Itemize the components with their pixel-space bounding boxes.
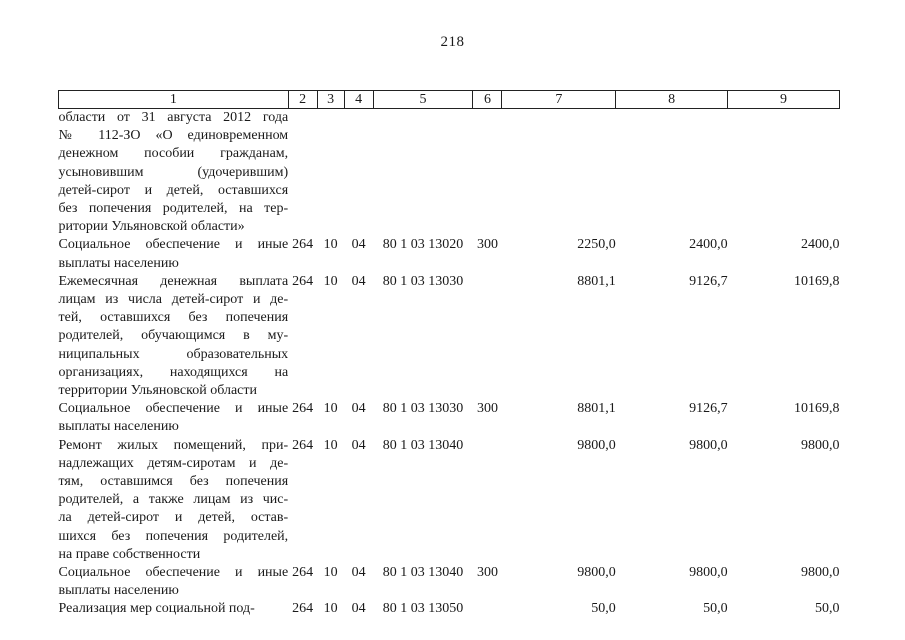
section-code bbox=[317, 109, 344, 237]
section-code: 10 bbox=[323, 237, 338, 253]
section-code: 10 bbox=[323, 601, 338, 617]
subsection-code: 04 bbox=[351, 565, 366, 581]
amount-year-1: 9800,0 bbox=[577, 437, 616, 453]
expense-type-code: 300 bbox=[476, 237, 498, 253]
table-row bbox=[59, 400, 840, 436]
subsection-code: 04 bbox=[351, 273, 366, 289]
table-row bbox=[59, 437, 840, 564]
description-line: ниципальных образовательных bbox=[58, 346, 289, 362]
subsection-code: 04 bbox=[351, 437, 366, 453]
amount-year-1: 50,0 bbox=[591, 601, 616, 617]
ministry-code: 264 bbox=[292, 437, 314, 453]
amount-year-2: 9126,7 bbox=[689, 273, 728, 289]
description-line: выплаты населению bbox=[58, 419, 179, 435]
target-article-code: 80 1 03 13040 bbox=[382, 437, 464, 453]
header-col-9: 9 bbox=[728, 91, 840, 109]
amount-year-3 bbox=[728, 109, 840, 237]
header-col-4: 4 bbox=[344, 91, 373, 109]
target-article-code: 80 1 03 13020 bbox=[382, 237, 464, 253]
amount-year-2: 2400,0 bbox=[689, 237, 728, 253]
description-line: на праве собственности bbox=[58, 546, 201, 562]
table-row bbox=[59, 564, 840, 600]
description-line: Социальное обеспечение и иные bbox=[58, 237, 289, 253]
description-line: выплаты населению bbox=[58, 583, 179, 599]
ministry-code: 264 bbox=[292, 401, 314, 417]
table-row bbox=[59, 273, 840, 400]
row-description bbox=[59, 400, 289, 436]
amount-year-1: 8801,1 bbox=[577, 273, 616, 289]
expense-type-code bbox=[473, 600, 502, 618]
description-line: организациях, находящихся на bbox=[58, 364, 289, 380]
row-description bbox=[59, 600, 289, 618]
description-line: ритории Ульяновской области» bbox=[58, 219, 245, 235]
section-code: 10 bbox=[323, 273, 338, 289]
description-line: лицам из числа детей-сирот и де- bbox=[58, 292, 289, 308]
section-code: 10 bbox=[323, 437, 338, 453]
amount-year-1: 9800,0 bbox=[577, 565, 616, 581]
row-description bbox=[59, 236, 289, 272]
description-line: детей-сирот и детей, оставшихся bbox=[58, 182, 289, 198]
amount-year-2: 9800,0 bbox=[689, 565, 728, 581]
header-col-1: 1 bbox=[59, 91, 289, 109]
column-number-header bbox=[59, 91, 840, 109]
description-line: усыновившим (удочерившим) bbox=[58, 164, 289, 180]
header-col-5: 5 bbox=[373, 91, 473, 109]
table-row bbox=[59, 236, 840, 272]
description-line: Ремонт жилых помещений, при- bbox=[58, 437, 289, 453]
expense-type-code: 300 bbox=[476, 565, 498, 581]
subsection-code bbox=[344, 109, 373, 237]
amount-year-3: 50,0 bbox=[815, 601, 840, 617]
section-code: 10 bbox=[323, 565, 338, 581]
page-number: 218 bbox=[440, 34, 465, 50]
header-col-8: 8 bbox=[616, 91, 728, 109]
subsection-code: 04 bbox=[351, 601, 366, 617]
row-description bbox=[59, 564, 289, 600]
target-article-code: 80 1 03 13030 bbox=[382, 273, 464, 289]
subsection-code: 04 bbox=[351, 401, 366, 417]
target-article-code: 80 1 03 13030 bbox=[382, 401, 464, 417]
row-description bbox=[59, 109, 289, 237]
ministry-code: 264 bbox=[292, 273, 314, 289]
header-col-2: 2 bbox=[288, 91, 317, 109]
description-line: надлежащих детям-сиротам и де- bbox=[58, 455, 289, 471]
description-line: родителей, а также лицам из чис- bbox=[58, 492, 289, 508]
expense-type-code bbox=[473, 109, 502, 237]
row-description bbox=[59, 273, 289, 400]
description-line: Ежемесячная денежная выплата bbox=[58, 273, 289, 289]
amount-year-3: 10169,8 bbox=[794, 401, 840, 417]
description-line: территории Ульяновской области bbox=[58, 383, 258, 399]
subsection-code: 04 bbox=[351, 237, 366, 253]
expense-type-code bbox=[473, 273, 502, 400]
description-line: выплаты населению bbox=[58, 255, 179, 271]
description-line: области от 31 августа 2012 года bbox=[58, 110, 289, 125]
description-line: денежном пособии гражданам, bbox=[58, 146, 289, 162]
row-description bbox=[59, 437, 289, 564]
description-line: шихся без попечения родителей, bbox=[58, 528, 289, 544]
header-col-3: 3 bbox=[317, 91, 344, 109]
amount-year-3: 9800,0 bbox=[801, 437, 840, 453]
description-line: тей, оставшихся без попечения bbox=[58, 310, 289, 326]
description-line: ла детей-сирот и детей, остав- bbox=[58, 510, 289, 526]
amount-year-1: 8801,1 bbox=[577, 401, 616, 417]
description-line: Реализация мер социальной под- bbox=[58, 601, 255, 617]
expense-type-code bbox=[473, 437, 502, 564]
amount-year-1 bbox=[502, 109, 616, 237]
section-code: 10 bbox=[323, 401, 338, 417]
amount-year-3: 2400,0 bbox=[801, 237, 840, 253]
description-line: тям, оставшимся без попечения bbox=[58, 474, 289, 490]
description-line: Социальное обеспечение и иные bbox=[58, 565, 289, 581]
amount-year-2 bbox=[616, 109, 728, 237]
description-line: без попечения родителей, на тер- bbox=[58, 201, 289, 217]
amount-year-2: 9126,7 bbox=[689, 401, 728, 417]
ministry-code: 264 bbox=[292, 565, 314, 581]
header-col-7: 7 bbox=[502, 91, 616, 109]
amount-year-3: 9800,0 bbox=[801, 565, 840, 581]
target-article-code: 80 1 03 13050 bbox=[382, 601, 464, 617]
table-row bbox=[59, 109, 840, 237]
amount-year-1: 2250,0 bbox=[577, 237, 616, 253]
description-line: Социальное обеспечение и иные bbox=[58, 401, 289, 417]
ministry-code: 264 bbox=[292, 601, 314, 617]
amount-year-3: 10169,8 bbox=[794, 273, 840, 289]
target-article-code: 80 1 03 13040 bbox=[382, 565, 464, 581]
expense-type-code: 300 bbox=[476, 401, 498, 417]
description-line: родителей, обучающимся в му- bbox=[58, 328, 289, 344]
table-row bbox=[59, 600, 840, 618]
description-line: № 112-ЗО «О единовременном bbox=[58, 128, 289, 144]
header-col-6: 6 bbox=[473, 91, 502, 109]
ministry-code: 264 bbox=[292, 237, 314, 253]
ministry-code bbox=[288, 109, 317, 237]
amount-year-2: 50,0 bbox=[703, 601, 728, 617]
amount-year-2: 9800,0 bbox=[689, 437, 728, 453]
budget-table bbox=[58, 90, 840, 619]
target-article-code bbox=[373, 109, 473, 237]
